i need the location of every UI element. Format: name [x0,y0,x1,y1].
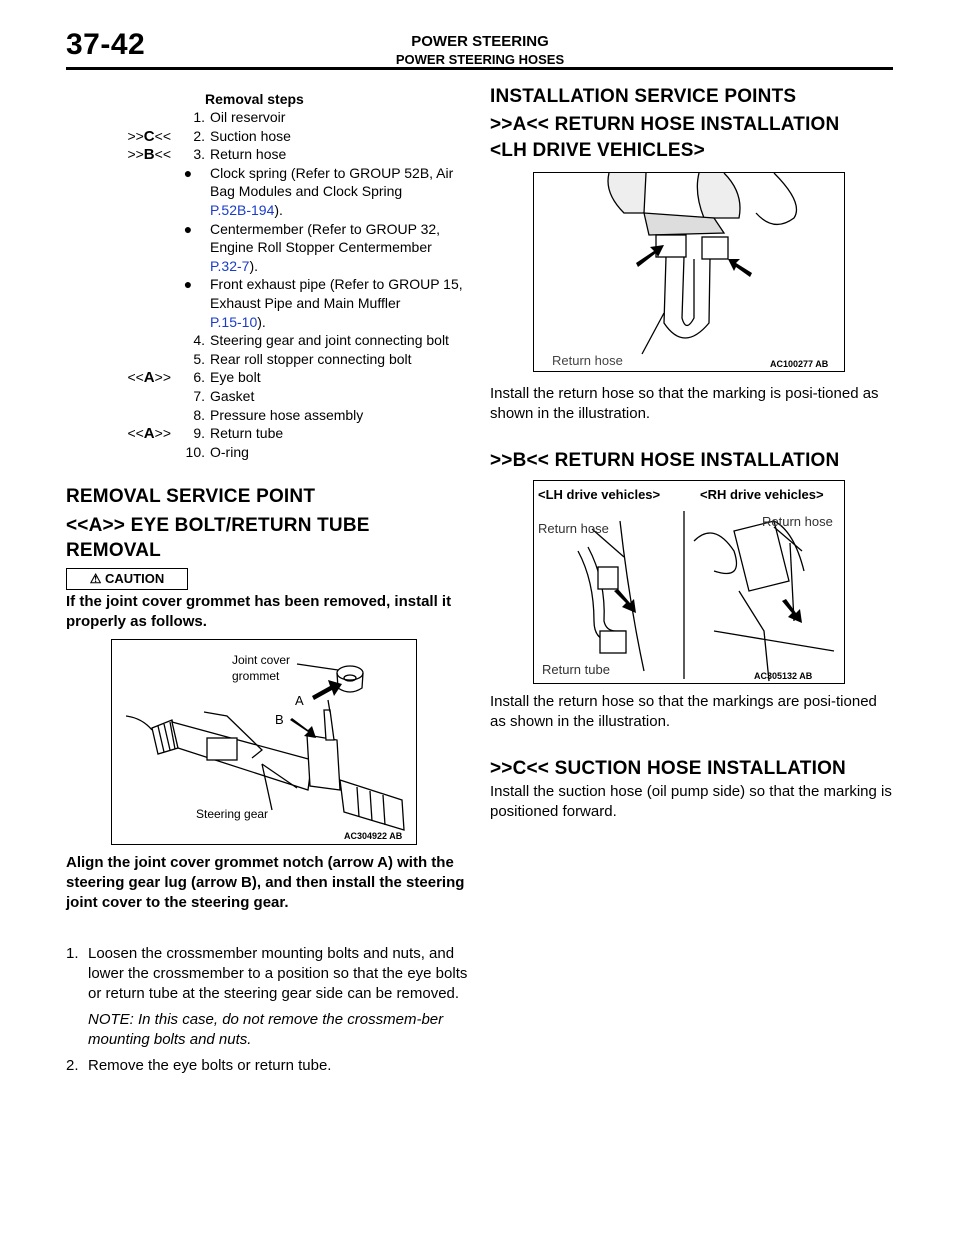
service-point-ref [66,443,171,462]
removal-service-heading: REMOVAL SERVICE POINT [66,486,316,507]
label-return-hose: Return hose [552,353,623,368]
list-item: ● Clock spring (Refer to GROUP 52B, Air Bag Modules and Clock Spring P.52B-194). [66,164,470,220]
label-grommet: Joint cover [232,653,291,667]
list-item: >>C<< 2. Suction hose [66,127,470,146]
list-item: ● Centermember (Refer to GROUP 32, Engine Roll Stopper Centermember P.32-7). [66,220,470,276]
label-arrow-a: A [295,693,304,708]
label-return-tube: Return tube [542,662,610,677]
label-return-hose-rh: Return hose [762,514,833,529]
label-lh-drive: <LH drive vehicles> [538,487,661,502]
page-link[interactable]: P.52B-194 [210,201,275,218]
list-item: 1. Loosen the crossmember mounting bolts and nuts, and lower the crossmember to a position so that the eye bolts or return tube at the steering gear side can be removed. NOTE: In this case, do not remove the crossmem-ber mounting bolts and nuts. [66,944,470,1050]
bullet-icon: ● [183,220,193,237]
page-link[interactable]: P.15-10 [210,313,258,330]
label-return-hose-lh: Return hose [538,521,609,536]
figure-code: AC305132 AB [754,671,813,681]
install-text-c: Install the suction hose (oil pump side) so that the marking is positioned forward. [490,783,892,820]
label-rh-drive: <RH drive vehicles> [700,487,824,502]
removal-steps-list [66,90,470,461]
header-rule [66,67,893,70]
bullet-icon: ● [183,276,193,293]
figure-code: AC100277 AB [770,359,829,369]
install-text-a: Install the return hose so that the marking is posi-tioned as shown in the illustration. [490,385,879,422]
label-arrow-b: B [275,712,284,727]
list-item: 1. Oil reservoir [193,109,286,125]
list-item: 8. Pressure hose assembly [66,406,470,425]
figure-return-hose-lh-rh [533,480,845,684]
service-point-ref [66,331,171,350]
caution-badge: ⚠ CAUTION [66,568,188,590]
service-point-ref: <<A>> [127,425,171,443]
figure-code: AC304922 AB [344,831,403,841]
return-hose-b-heading: >>B<< RETURN HOSE INSTALLATION [490,450,840,471]
install-text-b: Install the return hose so that the markings are posi-tioned as shown in the illustration. [490,693,877,730]
list-item: 5. Rear roll stopper connecting bolt [66,350,470,369]
list-item: 4. Steering gear and joint connecting bolt [66,331,470,350]
label-steering-gear: Steering gear [196,807,269,821]
installation-heading: INSTALLATION SERVICE POINTS [490,86,797,107]
page-link[interactable]: P.32-7 [210,257,250,274]
lh-drive-heading: <LH DRIVE VEHICLES> [490,140,705,161]
figure-return-hose-lh [533,172,845,372]
caution-text: If the joint cover grommet has been removed, install it properly as follows. [66,593,452,630]
return-hose-a-heading: >>A<< RETURN HOSE INSTALLATION [490,114,840,135]
list-item: 10. O-ring [66,443,470,462]
service-point-ref [66,387,171,406]
list-item: 7. Gasket [66,387,470,406]
list-item: ● Front exhaust pipe (Refer to GROUP 15, Exhaust Pipe and Main Muffler P.15-10). [66,275,470,331]
eye-bolt-heading-cont: REMOVAL [66,540,161,561]
service-point-ref [66,406,171,425]
list-item: <<A>> 6. Eye bolt [66,368,470,387]
section-title: POWER STEERING [411,33,549,50]
note-text: NOTE: In this case, do not remove the crossmem-ber mounting bolts and nuts. [88,1011,444,1048]
list-item: 2. Remove the eye bolts or return tube. [66,1057,332,1074]
list-item: <<A>> 9. Return tube [66,424,470,443]
service-point-ref [66,350,171,369]
align-instruction: Align the joint cover grommet notch (arrow A) with the steering gear lug (arrow B), and then install the steering joint cover to the steering gear. [66,854,465,911]
figure-steering-gear [111,639,417,845]
page-number: 37-42 [66,28,146,61]
label-grommet-2: grommet [232,669,280,683]
bullet-icon: ● [183,164,193,181]
eye-bolt-heading: <<A>> EYE BOLT/RETURN TUBE [66,515,370,536]
service-point-ref: <<A>> [127,369,171,387]
warning-icon: ⚠ [89,571,102,586]
section-subtitle: POWER STEERING HOSES [395,52,565,67]
list-item: >>B<< 3. Return hose [66,145,470,164]
service-point-ref: >>C<< [127,127,171,145]
suction-hose-c-heading: >>C<< SUCTION HOSE INSTALLATION [490,758,846,779]
removal-steps-heading: Removal steps [205,91,304,107]
procedure-list [66,944,470,1082]
service-point-ref: >>B<< [127,146,171,164]
